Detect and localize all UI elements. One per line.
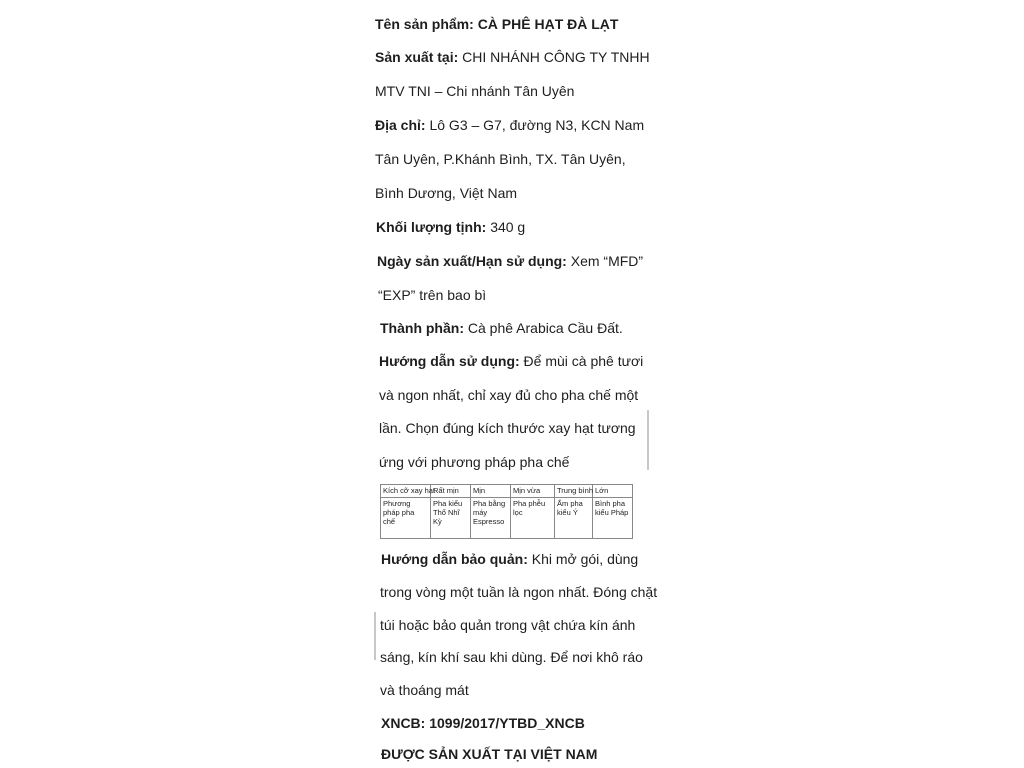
manufacturer-branch-line: MTV TNI – Chi nhánh Tân Uyên [375,83,575,99]
address-value: Lô G3 – G7, đường N3, KCN Nam [429,117,645,133]
table-header-cell: Mịn [471,485,511,498]
usage-line [379,352,643,370]
ingredients-value: Cà phê Arabica Cầu Đất. [467,320,623,336]
address-line-2: Tân Uyên, P.Khánh Bình, TX. Tân Uyên, [375,151,626,167]
table-header-row [381,485,633,498]
dates-label: Ngày sản xuất/Hạn sử dụng: [377,253,567,269]
dates-line [377,252,643,270]
page-edge-shadow [647,410,649,470]
registration-number: XNCB: 1099/2017/YTBD_XNCB [381,715,585,731]
usage-line-4: ứng với phương pháp pha chế [379,454,570,470]
storage-line-4: sáng, kín khí sau khi dùng. Để nơi khô ráo [380,649,643,665]
dates-line-2: “EXP” trên bao bì [378,287,487,303]
address-label: Địa chỉ: [375,117,426,133]
table-header-cell: Kích cỡ xay hạt [381,485,431,498]
ingredients-line [380,319,623,337]
usage-line-2: và ngon nhất, chỉ xay đủ cho pha chế một [379,387,639,403]
usage-label: Hướng dẫn sử dụng: [379,353,520,369]
address-line [375,116,644,134]
storage-value: Khi mở gói, dùng [531,551,639,567]
net-weight-line [376,218,525,236]
product-name-label: Tên sản phẩm: [375,16,474,32]
address-line-3: Bình Dương, Việt Nam [375,185,518,201]
table-header-cell: Lớn [593,485,633,498]
table-header-cell: Rất mịn [431,485,471,498]
usage-line-3: lần. Chọn đúng kích thước xay hạt tương [379,420,636,436]
ingredients-label: Thành phần: [380,320,464,336]
table-cell: Bình pha kiểu Pháp [593,498,633,539]
made-in-vietnam: ĐƯỢC SẢN XUẤT TẠI VIỆT NAM [381,746,598,762]
storage-line [381,550,638,568]
usage-value: Để mùi cà phê tươi [523,353,644,369]
storage-label: Hướng dẫn bảo quản: [381,551,528,567]
table-row [381,498,633,539]
manufacturer-line [375,48,650,66]
net-weight-label: Khối lượng tịnh: [376,219,487,235]
storage-line-3: túi hoặc bảo quản trong vật chứa kín ánh [380,617,636,633]
manufacturer-label: Sản xuất tại: [375,49,459,65]
page-edge-shadow [374,612,376,660]
table-cell: Phương pháp pha chế [381,498,431,539]
storage-line-5: và thoáng mát [380,682,469,698]
product-name-line [375,15,618,33]
table-cell: Pha kiểu Thổ Nhĩ Kỳ [431,498,471,539]
net-weight-value: 340 g [490,219,526,235]
grind-size-table [380,484,633,539]
dates-value: Xem “MFD” [570,253,644,269]
product-name-value: CÀ PHÊ HẠT ĐÀ LẠT [477,16,619,32]
manufacturer-value: CHI NHÁNH CÔNG TY TNHH [462,49,650,65]
table-cell: Pha phễu lọc [511,498,555,539]
table-cell: Ấm pha kiểu Ý [555,498,593,539]
table-cell: Pha bằng máy Espresso [471,498,511,539]
table-header-cell: Trung bình [555,485,593,498]
table-header-cell: Mịn vừa [511,485,555,498]
storage-line-2: trong vòng một tuần là ngon nhất. Đóng chặt [380,584,658,600]
